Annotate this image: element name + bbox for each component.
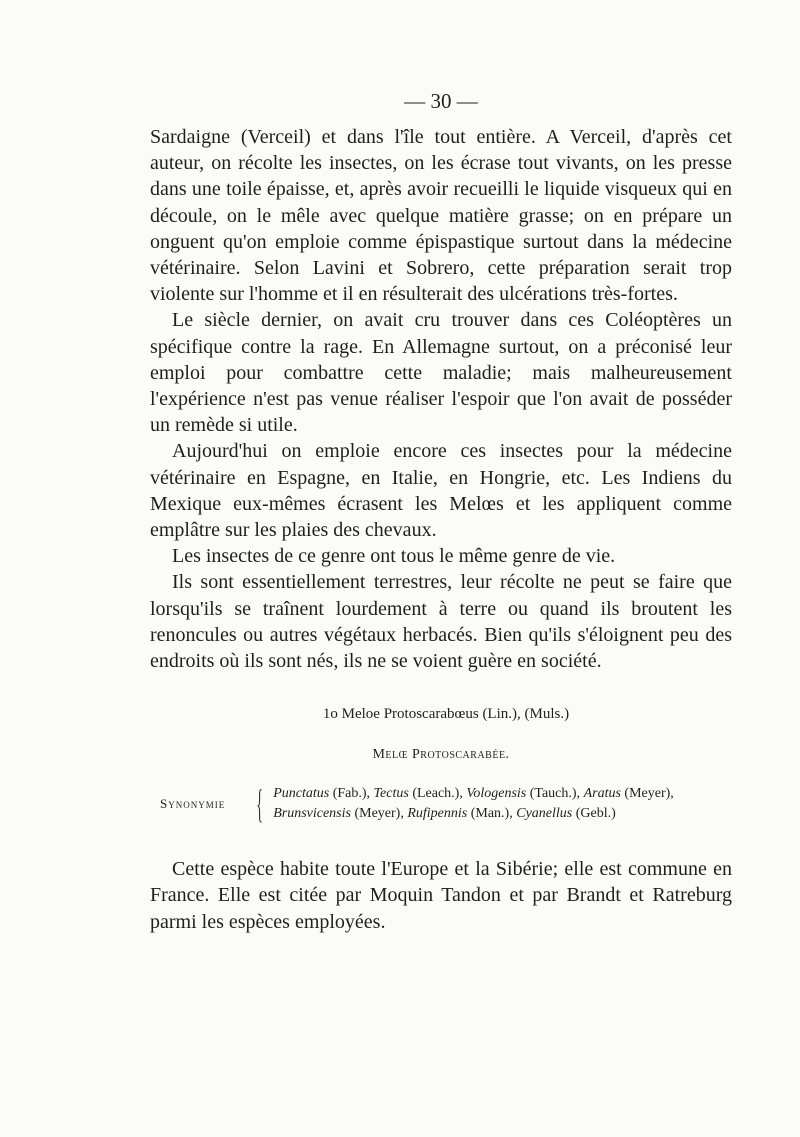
synonymy-line-2: Brunsvicensis (Meyer), Rufipennis (Man.), Cyanellus (Gebl.) <box>273 806 616 822</box>
paragraph-4: Les insectes de ce genre ont tous le même genre de vie. <box>172 545 616 568</box>
paragraph-2: Le siècle dernier, on avait cru trouver dans ces Coléoptères un spécifique contre la rage. En Allemagne surtout, on a préconisé leur emploi pour combattre cette maladie; mais malheureusement l'expérience n'est pas venue réaliser l'espoir que l'on avait de posséder un remède si utile. <box>150 309 732 437</box>
book-page <box>150 86 732 935</box>
synonymy-line-1: Punctatus (Fab.), Tectus (Leach.), Vologensis (Tauch.), Aratus (Meyer), <box>273 786 674 802</box>
page-number: — 30 — <box>404 89 478 113</box>
paragraph-5: Ils sont essentiellement terrestres, leur récolte ne peut se faire que lorsqu'ils se traînent lourdement à terre ou quand ils broutent les renoncules ou autres végétaux herbacés. Bien qu'ils s'éloignent peu des endroits où ils sont nés, ils ne se voient guère en société. <box>150 571 732 673</box>
brace-glyph: { <box>256 781 263 827</box>
synonymy-label: Synonymie <box>160 796 226 812</box>
synonymy-block <box>160 781 732 827</box>
synonymy-lines <box>273 784 674 824</box>
paragraph-3: Aujourd'hui on emploie encore ces insectes pour la médecine vétérinaire en Espagne, en Italie, en Hongrie, etc. Les Indiens du Mexique eux-mêmes écrasent les Melœs et les appliquent comme emplâtre sur les plaies des chevaux. <box>150 440 732 542</box>
final-paragraph: Cette espèce habite toute l'Europe et la Sibérie; elle est commune en France. Elle est citée par Moquin Tandon et par Brandt et Ratreburg parmi les espèces employées. <box>150 858 732 933</box>
species-french-name: Melœ Protoscarabée. <box>372 747 510 763</box>
paragraph-1: Sardaigne (Verceil) et dans l'île tout entière. A Verceil, d'après cet auteur, on récolte les insectes, on les écrase tout vivants, on les presse dans une toile épaisse, et, après avoir recueilli le liquide visqueux qui en découle, on le mêle avec quelque matière grasse; on en prépare un onguent qu'on emploie comme épispastique surtout dans la médecine vétérinaire. Selon Lavini et Sobrero, cette préparation serait trop violente sur l'homme et il en résulterait des ulcérations très-fortes. <box>150 126 732 306</box>
species-heading: 1o Meloe Protoscarabœus (Lin.), (Muls.) <box>322 706 570 723</box>
